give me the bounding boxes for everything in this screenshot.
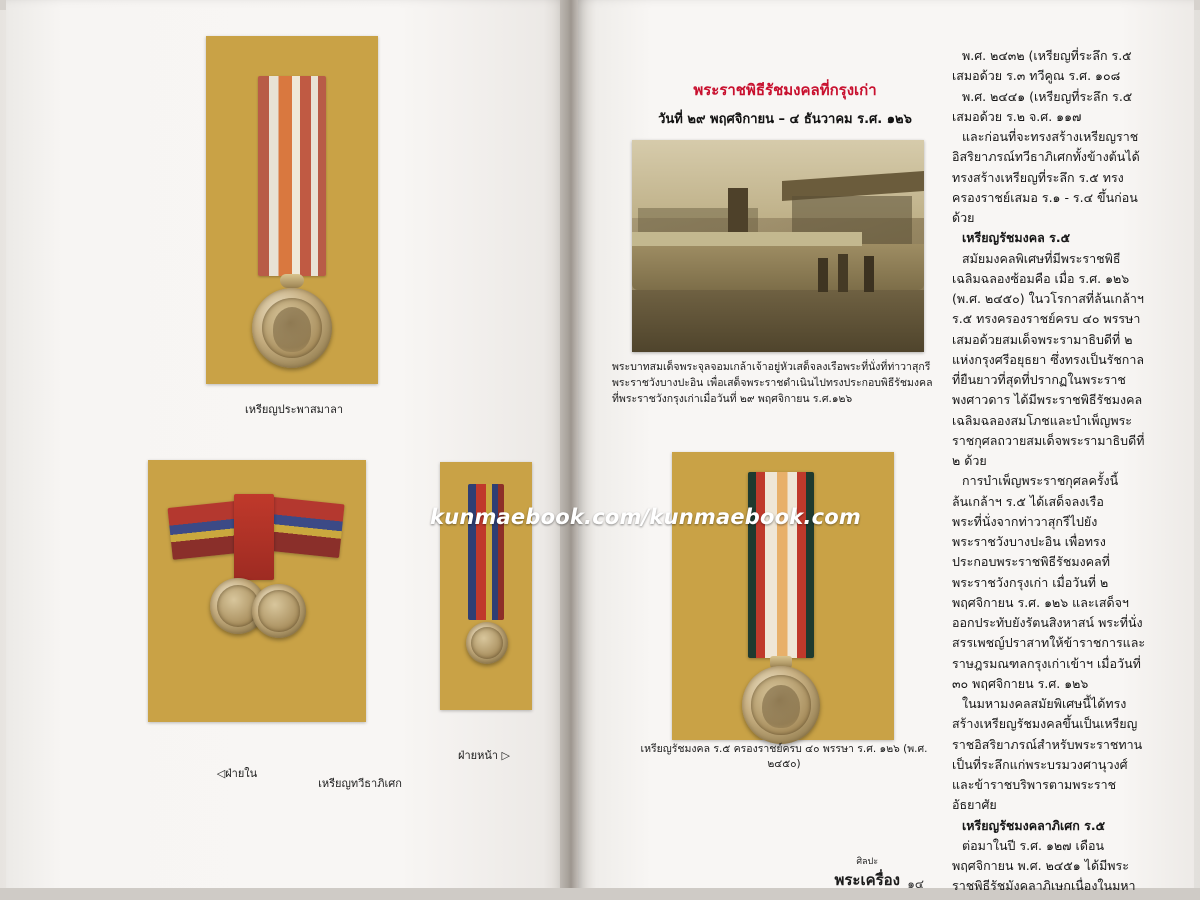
photo-funnel bbox=[728, 188, 748, 234]
watermark: kunmaebook.com/kunmaebook.com bbox=[430, 505, 861, 529]
paragraph: และก่อนที่จะทรงสร้างเหรียญราชอิสริยาภรณ์ทวีธาภิเศกทั้งข้างต้นได้ทรงสร้างเหรียญที่ระลึก ร.๕ ทรงครองราชย์เสมอ ร.๑ - ร.๔ ขึ้นก่อนด้วย bbox=[952, 129, 1140, 225]
medal-ribbon-3 bbox=[748, 472, 814, 658]
ribbon-bow-knot bbox=[234, 494, 274, 580]
figure-medal-bottom-right bbox=[440, 462, 532, 710]
caption-historic-photo: พระบาทสมเด็จพระจุลจอมเกล้าเจ้าอยู่หัวเสด็จลงเรือพระที่นั่งที่ท่าวาสุกรี พระราชวังบางปะอิน เพื่อเสด็จพระราชดำเนินไปทรงประกอบพิธีรัชมงคล ที่พระราชวังกรุงเก่าเมื่อวันที่ ๒๙ พฤศจิกายน ร.ศ.๑๒๖ bbox=[612, 361, 933, 405]
caption-back-side: ◁ฝ่ายใน bbox=[216, 767, 258, 780]
caption-front-side: ฝ่ายหน้า ▷ bbox=[458, 749, 510, 762]
paragraph: ต่อมาในปี ร.ศ. ๑๒๗ เดือนพฤศจิกายน พ.ศ. ๒๔๕๑ ได้มีพระราชพิธีรัชมังคลาภิเษกเนื่องในมหา bbox=[952, 837, 1136, 894]
medal-disc-rachamongkol bbox=[742, 666, 820, 744]
medal-inner-ring-b bbox=[258, 590, 299, 631]
medal-disc bbox=[252, 288, 332, 368]
medal-disc-c bbox=[466, 622, 508, 664]
page-title: พระราชพิธีรัชมงคลที่กรุงเก่า bbox=[693, 81, 877, 99]
medal-ribbon bbox=[258, 76, 326, 276]
medal-portrait-relief bbox=[273, 307, 311, 352]
paragraph: ในมหามงคลสมัยพิเศษนี้ได้ทรงสร้างเหรียญรัชมงคลขึ้นเป็นเหรียญราชอิสริยาภรณ์สำหรับพระราชทานเป็นที่ระลึกแก่พระบรมวงศานุวงศ์และข้าราชบริพารตามพระราชอัธยาศัย bbox=[952, 696, 1143, 813]
photo-figure-2 bbox=[838, 254, 848, 292]
publisher-logo bbox=[834, 854, 900, 892]
paragraph: พ.ศ. ๒๔๓๒ (เหรียญที่ระลึก ร.๕ เสมอด้วย ร.๓ ทวีคูณ ร.ศ. ๑๐๘ bbox=[952, 48, 1132, 84]
photo-water bbox=[632, 290, 924, 352]
publisher-logo-top: ศิลปะ bbox=[856, 857, 879, 867]
subheading-medal-1: เหรียญรัชมงคล ร.๕ bbox=[962, 230, 1071, 246]
figure-medal-bottom-left bbox=[148, 460, 366, 722]
medal-suspender bbox=[280, 274, 304, 288]
caption-medal-rachamongkol: เหรียญรัชมงคล ร.๕ ครองราชย์ครบ ๔๐ พรรษา ร.ศ. ๑๒๖ (พ.ศ. ๒๔๕๐) bbox=[640, 743, 928, 770]
body-text-column bbox=[952, 46, 1148, 897]
paragraph: การบำเพ็ญพระราชกุศลครั้งนี้ ล้นเกล้าฯ ร.๕ ได้เสด็จลงเรือพระที่นั่งจากท่าวาสุกรีไปยังพระราชวังบางปะอิน เพื่อทรงประกอบพระราชพิธีรัชมงคลที่พระราชวังกรุงเก่า เมื่อวันที่ ๒ พฤศจิกายน ร.ศ. ๑๒๖ และเสด็จฯ ออกประทับยังรัตนสิงหาสน์ พระที่นั่งสรรเพชญ์ปราสาทให้ข้าราชการและราษฎรมณฑลกรุงเก่าเข้าฯ เมื่อวันที่ ๓๐ พฤศจิกายน ร.ศ. ๑๒๖ bbox=[952, 473, 1146, 691]
photo-boat-hull bbox=[632, 244, 924, 290]
page-subtitle: วันที่ ๒๙ พฤศจิกายน – ๔ ธันวาคม ร.ศ. ๑๒๖ bbox=[658, 112, 912, 127]
caption-medal-bottom-left: เหรียญทวีธาภิเศก bbox=[318, 777, 402, 790]
publisher-logo-main: พระเครื่อง bbox=[834, 871, 900, 889]
figure-medal-top bbox=[206, 36, 378, 384]
caption-medal-top: เหรียญประพาสมาลา bbox=[244, 403, 344, 416]
figure-medal-rachamongkol bbox=[672, 452, 894, 740]
medal-inner-ring-c bbox=[471, 627, 503, 659]
photo-boat-canopy bbox=[632, 232, 862, 246]
medal-emblem-relief bbox=[762, 685, 799, 729]
page-number: ๑๔ bbox=[907, 877, 924, 891]
medal-disc-b bbox=[252, 584, 306, 638]
historic-photo bbox=[632, 140, 924, 352]
photo-figure-3 bbox=[864, 256, 874, 292]
subheading-medal-2: เหรียญรัชมงคลาภิเศก ร.๕ bbox=[962, 817, 1106, 833]
paragraph: พ.ศ. ๒๔๔๑ (เหรียญที่ระลึก ร.๕ เสมอด้วย ร.๒ จ.ศ. ๑๑๗ bbox=[952, 88, 1133, 124]
photo-figure-1 bbox=[818, 258, 828, 292]
paragraph: สมัยมงคลพิเศษที่มีพระราชพิธีเฉลิมฉลองซ้อมคือ เมื่อ ร.ศ. ๑๒๖ (พ.ศ. ๒๔๕๐) ในวโรกาสที่ล้นเกล้าฯ ร.๕ ทรงครองราชย์ครบ ๔๐ พรรษาเสมอด้วยสมเด็จพระรามาธิบดีที่ ๒ แห่งกรุงศรีอยุธยา ซึ่งทรงเป็นรัชกาลที่ยืนยาวที่สุดที่ปรากฏในพระราชพงศาวดาร ได้มีพระราชพิธีรัชมงคลเฉลิมฉลองสมโภชและบำเพ็ญพระราชกุศลถวายสมเด็จพระรามาธิบดีที่ ๒ ด้วย bbox=[952, 250, 1145, 468]
